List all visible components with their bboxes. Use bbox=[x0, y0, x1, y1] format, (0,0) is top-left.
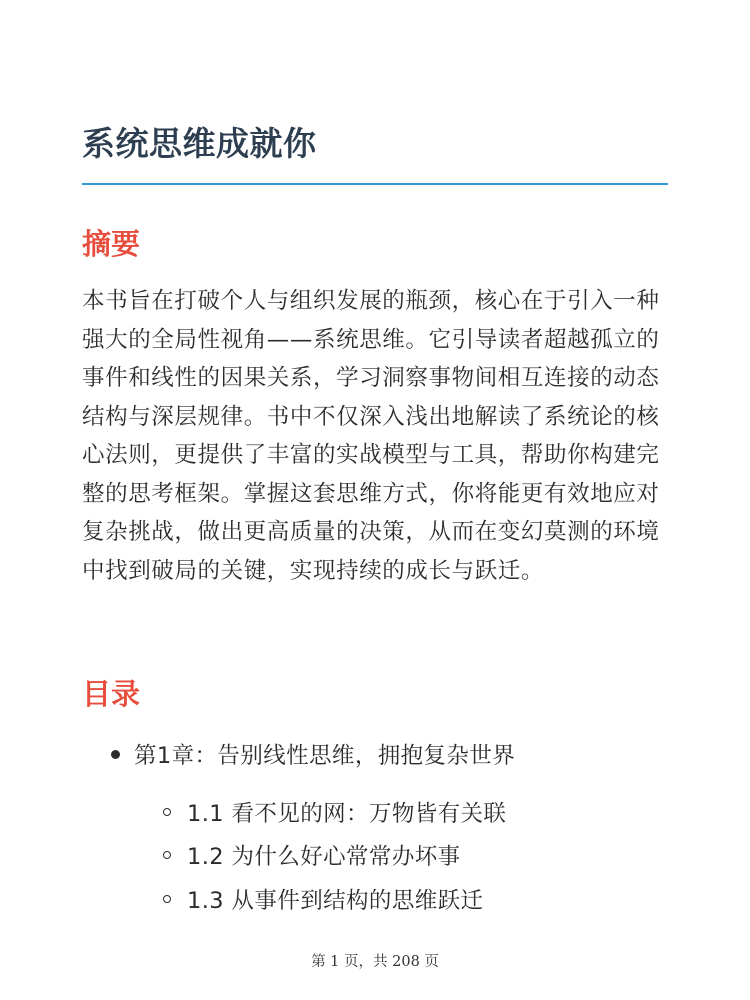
abstract-paragraph: 本书旨在打破个人与组织发展的瓶颈，核心在于引入一种强大的全局性视角——系统思维。它引导读者超越孤立的事件和线性的因果关系，学习洞察事物间相互连接的动态结构与深层规律。书中不仅深入浅出地解读了系统论的核心法则，更提供了丰富的实战模型与工具，帮助你构建完整的思考框架。掌握这套思维方式，你将能更有效地应对复杂挑战，做出更高质量的决策，从而在变幻莫测的环境中找到破局的关键，实现持续的成长与跃迁。 bbox=[82, 288, 660, 584]
toc-section-label: 1.3 从事件到结构的思维跃迁 bbox=[187, 888, 484, 914]
abstract-heading: 摘要 bbox=[82, 227, 141, 261]
page-footer: 第 1 页，共 208 页 bbox=[311, 954, 439, 970]
toc-section-item bbox=[163, 796, 506, 828]
hollow-circle-bullet-icon bbox=[163, 895, 171, 903]
toc-section-label: 1.2 为什么好心常常办坏事 bbox=[187, 844, 461, 870]
toc-heading: 目录 bbox=[82, 677, 141, 711]
toc-chapter-item bbox=[111, 738, 515, 770]
toc-section-item bbox=[163, 839, 461, 871]
toc-chapter-label: 第1章：告别线性思维，拥抱复杂世界 bbox=[134, 743, 516, 769]
hollow-circle-bullet-icon bbox=[163, 808, 171, 816]
toc-section-label: 1.1 看不见的网：万物皆有关联 bbox=[187, 801, 507, 827]
title-divider bbox=[82, 183, 668, 185]
filled-disc-bullet-icon bbox=[111, 750, 120, 759]
toc-section-item bbox=[163, 883, 483, 915]
hollow-circle-bullet-icon bbox=[163, 851, 171, 859]
page-title: 系统思维成就你 bbox=[82, 124, 317, 163]
